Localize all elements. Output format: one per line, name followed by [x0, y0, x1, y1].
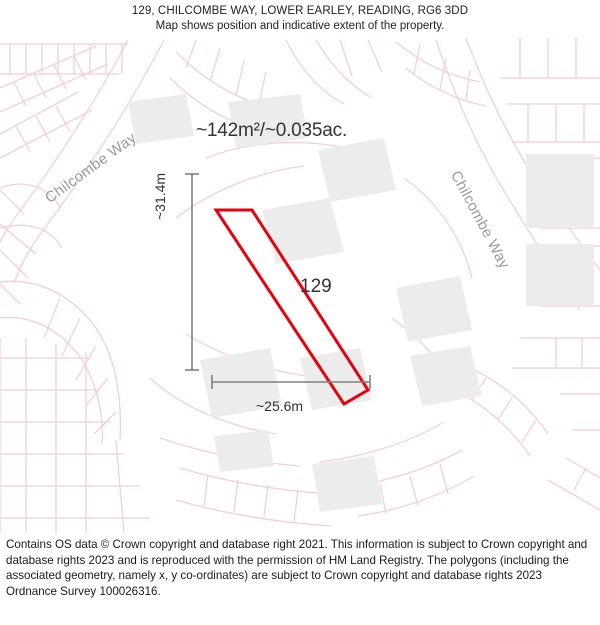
page-title: 129, CHILCOMBE WAY, LOWER EARLEY, READING, RG6 3DD [131, 5, 469, 17]
street-label-chilcombe-way-west: Chilcombe Way [42, 129, 140, 207]
plot-number-label: 129 [300, 276, 332, 297]
street-label-chilcombe-way-east: Chilcombe Way [446, 168, 513, 272]
area-label: ~142m²/~0.035ac. [196, 120, 348, 141]
page-subtitle: Map shows position and indicative extent of the property. [155, 20, 445, 32]
horizontal-dimension-label: ~25.6m [256, 398, 304, 414]
copyright-text: Contains OS data © Crown copyright and database right 2021. This information is subject to Crown copyright and database rights 2023 and is reproduced with the permission of HM Land Registry. The polygons (including the associated geometry, namely x, y co-ordinates) are subject to Crown copyright and database rights 2023 Ordnance Survey 100026316. [6, 538, 588, 598]
map-canvas[interactable] [0, 38, 600, 533]
vertical-dimension-label: ~31.4m [152, 172, 168, 220]
copyright-footer [0, 533, 600, 625]
page-header [0, 0, 600, 38]
